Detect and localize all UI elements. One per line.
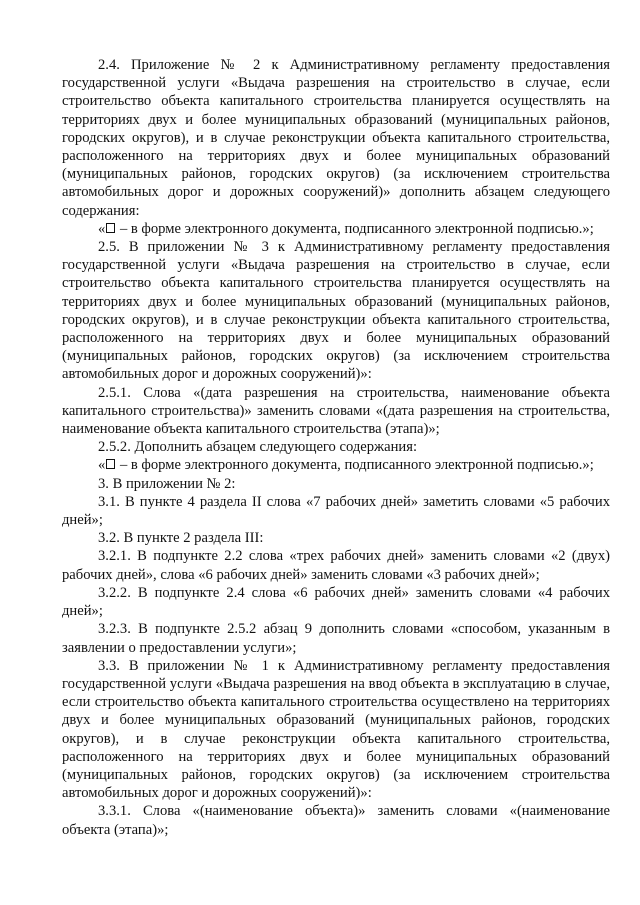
insert-paragraph-2 xyxy=(62,456,610,474)
paragraph-2-4: 2.4. Приложение № 2 к Административному регламенту предоставления государственной услуги «Выдача разрешения на строительство в случае, если строительство объекта капитального строительства планируется осуществлять на территориях двух и более муниципальных образований (муниципальных районов, городских округов), и в случае реконструкции объекта капитального строительства, расположенного на территориях двух и более муниципальных образований (муниципальных районов, городских округов) (за исключением строительства автомобильных дорог и дорожных сооружений)» дополнить абзацем следующего содержания: xyxy=(62,57,610,219)
paragraph-3-2: 3.2. В пункте 2 раздела III: xyxy=(98,530,264,547)
paragraph-3-3-1: 3.3.1. Слова «(наименование объекта)» заменить словами «(наименование объекта (этапа)»; xyxy=(62,803,610,838)
paragraph-3-2-3: 3.2.3. В подпункте 2.5.2 абзац 9 дополнить словами «способом, указанным в заявлении о предоставлении услуги»; xyxy=(62,621,610,656)
insert-paragraph-1 xyxy=(62,220,610,238)
paragraph-3-2-1: 3.2.1. В подпункте 2.2 слова «трех рабочих дней» заменить словами «2 (двух) рабочих дней», слова «6 рабочих дней» заменить словами «3 рабочих дней»; xyxy=(62,548,610,583)
paragraph-3: 3. В приложении № 2: xyxy=(98,475,236,492)
paragraph-2-5: 2.5. В приложении № 3 к Административному регламенту предоставления государственной услуги «Выдача разрешения на строительство в случае, если строительство объекта капитального строительства планируется осуществлять на территориях двух и более муниципальных образований (муниципальных районов, городских округов), и в случае реконструкции объекта капитального строительства, расположенного на территориях двух и более муниципальных образований (муниципальных районов, городских округов) (за исключением строительства автомобильных дорог и дорожных сооружений)»: xyxy=(62,239,610,383)
document-page xyxy=(62,56,610,839)
checkbox-icon xyxy=(106,223,115,233)
paragraph-2-5-1: 2.5.1. Слова «(дата разрешения на строительства, наименование объекта капитального строительства)» заменить словами «(дата разрешения на строительства, наименование объекта капитального строительства (этапа)»; xyxy=(62,384,610,438)
checkbox-icon xyxy=(106,459,115,469)
paragraph-3-1: 3.1. В пункте 4 раздела II слова «7 рабочих дней» заметить словами «5 рабочих дней»; xyxy=(62,493,610,529)
paragraph-2-5-2: 2.5.2. Дополнить абзацем следующего содержания: xyxy=(98,439,418,456)
insert-text: – в форме электронного документа, подписанного электронной подписью.»; xyxy=(116,220,594,237)
insert-text: – в форме электронного документа, подписанного электронной подписью.»; xyxy=(116,457,594,474)
open-quote: « xyxy=(98,457,106,474)
open-quote: « xyxy=(98,220,106,237)
paragraph-3-3: 3.3. В приложении № 1 к Административному регламенту предоставления государственной услуги «Выдача разрешения на ввод объекта в эксплуатацию в случае, если строительство объекта капитального строительства осуществлено на территориях двух и более муниципальных образований (муниципальных районов, городских округов), и в случае реконструкции объекта капитального строительства, расположенного на территориях двух и более муниципальных образований (муниципальных районов, городских округов) (за исключением строительства автомобильных дорог и дорожных сооружений)»: xyxy=(62,657,610,802)
paragraph-3-2-2: 3.2.2. В подпункте 2.4 слова «6 рабочих дней» заменить словами «4 рабочих дней»; xyxy=(62,584,610,620)
